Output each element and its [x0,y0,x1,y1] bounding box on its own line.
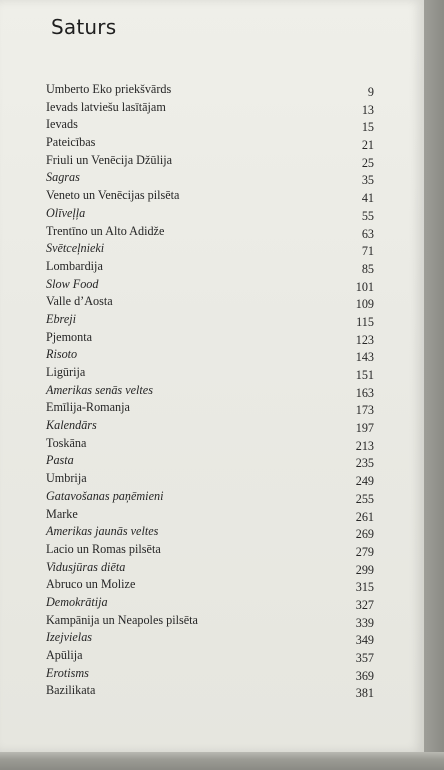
toc-entry [46,81,374,99]
toc-entry [46,452,374,470]
toc-entry [46,134,374,152]
toc-entry-title: Pjemonta [46,329,93,344]
toc-entry [46,399,374,417]
toc-entry [46,205,374,223]
toc-entry-page-number: 63 [361,226,374,241]
toc-entry-title: Ievads [46,117,78,132]
toc-entry [46,346,374,364]
toc-entry [46,364,374,382]
toc-entry-title: Ievads latviešu lasītājam [46,99,166,114]
toc-entry [46,665,374,683]
toc-entry-page-number: 327 [355,597,374,612]
toc-entry-page-number: 197 [355,421,374,436]
toc-entry [46,523,374,541]
toc-entry-title: Lombardija [46,258,103,273]
toc-entry [46,116,374,134]
table-of-contents [46,81,374,700]
toc-entry-title: Izejvielas [46,630,93,645]
toc-entry [46,152,374,170]
page-title: Saturs [51,15,117,39]
toc-entry-page-number: 143 [355,350,374,365]
toc-entry-title: Kampānija un Neapoles pilsēta [46,612,198,627]
toc-entry [46,240,374,258]
toc-entry-title: Trentīno un Alto Adidže [46,223,165,238]
toc-entry [46,276,374,294]
toc-entry [46,223,374,241]
toc-entry-title: Toskāna [46,435,87,450]
toc-entry-page-number: 249 [355,474,374,489]
toc-entry-page-number: 41 [361,191,374,206]
toc-entry-page-number: 101 [355,279,374,294]
toc-entry-title: Vidusjūras diēta [46,559,126,574]
toc-entry-title: Veneto un Venēcijas pilsēta [46,188,180,203]
toc-entry-title: Gatavošanas paņēmieni [46,488,164,503]
toc-entry-page-number: 279 [355,544,374,559]
toc-entry [46,488,374,506]
toc-entry-title: Pasta [46,453,74,468]
toc-entry-page-number: 381 [355,686,374,701]
toc-entry-page-number: 349 [355,633,374,648]
toc-entry-page-number: 235 [355,456,374,471]
toc-entry-title: Umberto Eko priekšvārds [46,82,172,96]
toc-entry-page-number: 151 [355,368,374,382]
toc-entry-title: Amerikas senās veltes [46,382,153,397]
toc-entry-page-number: 339 [355,615,374,630]
toc-entry [46,187,374,205]
toc-entry-page-number: 71 [361,244,374,259]
toc-entry [46,612,374,630]
toc-entry-page-number: 173 [355,403,374,418]
toc-entry-page-number: 123 [355,332,374,347]
toc-entry [46,382,374,400]
toc-entry-title: Apūlija [46,648,83,662]
toc-entry-page-number: 255 [355,491,374,506]
toc-entry-title: Umbrija [46,471,87,486]
toc-entry-page-number: 35 [361,173,374,188]
toc-entry [46,99,374,117]
toc-entry-page-number: 85 [361,261,374,276]
toc-entry-title: Amerikas jaunās veltes [46,524,159,539]
toc-entry-page-number: 315 [355,580,374,595]
toc-entry [46,594,374,612]
page-bottom-edge [0,752,444,770]
toc-entry-page-number: 269 [355,527,374,542]
toc-entry-page-number: 55 [361,208,374,223]
toc-entry [46,506,374,524]
toc-entry-title: Friuli un Venēcija Džūlija [46,152,173,167]
toc-entry-title: Risoto [46,347,78,362]
toc-entry-page-number: 15 [361,120,374,135]
toc-entry-title: Emīlija-Romanja [46,400,130,415]
toc-entry-title: Ligūrija [46,365,86,379]
toc-entry-title: Marke [46,506,78,521]
toc-entry-page-number: 213 [355,438,374,453]
toc-entry [46,169,374,187]
toc-entry [46,258,374,276]
toc-entry-page-number: 25 [361,155,374,170]
toc-entry-page-number: 109 [355,297,374,312]
toc-entry-title: Svētceļnieki [46,241,105,256]
background-surface [424,0,444,770]
toc-entry-page-number: 21 [361,138,374,153]
toc-entry-page-number: 115 [356,314,374,329]
toc-entry [46,682,374,700]
toc-entry [46,311,374,329]
toc-entry-page-number: 369 [355,668,374,683]
toc-entry [46,329,374,347]
toc-entry-page-number: 299 [355,562,374,577]
toc-entry-page-number: 261 [355,509,374,524]
toc-entry-page-number: 13 [361,102,374,117]
toc-entry-title: Erotisms [46,665,89,680]
toc-entry-title: Demokrātija [46,594,108,609]
toc-entry-title: Kalendārs [46,418,97,433]
toc-entry-title: Pateicības [46,135,96,150]
toc-entry-page-number: 357 [355,651,374,665]
toc-entry [46,647,374,665]
toc-entry-title: Sagras [46,170,80,185]
toc-entry [46,470,374,488]
toc-entry-title: Slow Food [46,276,99,291]
toc-entry [46,559,374,577]
toc-entry-title: Olīveļļa [46,205,86,220]
toc-entry-title: Lacio un Romas pilsēta [46,541,161,556]
toc-entry [46,435,374,453]
toc-entry-title: Valle d’Aosta [46,294,113,309]
toc-entry-title: Ebreji [46,311,77,326]
toc-entry-page-number: 163 [355,385,374,400]
toc-entry [46,576,374,594]
toc-entry-page-number: 9 [367,85,374,99]
toc-entry [46,417,374,435]
toc-entry [46,541,374,559]
toc-entry [46,293,374,311]
toc-entry [46,629,374,647]
toc-entry-title: Abruco un Molize [46,577,136,592]
toc-entry-title: Bazilikata [46,683,96,698]
